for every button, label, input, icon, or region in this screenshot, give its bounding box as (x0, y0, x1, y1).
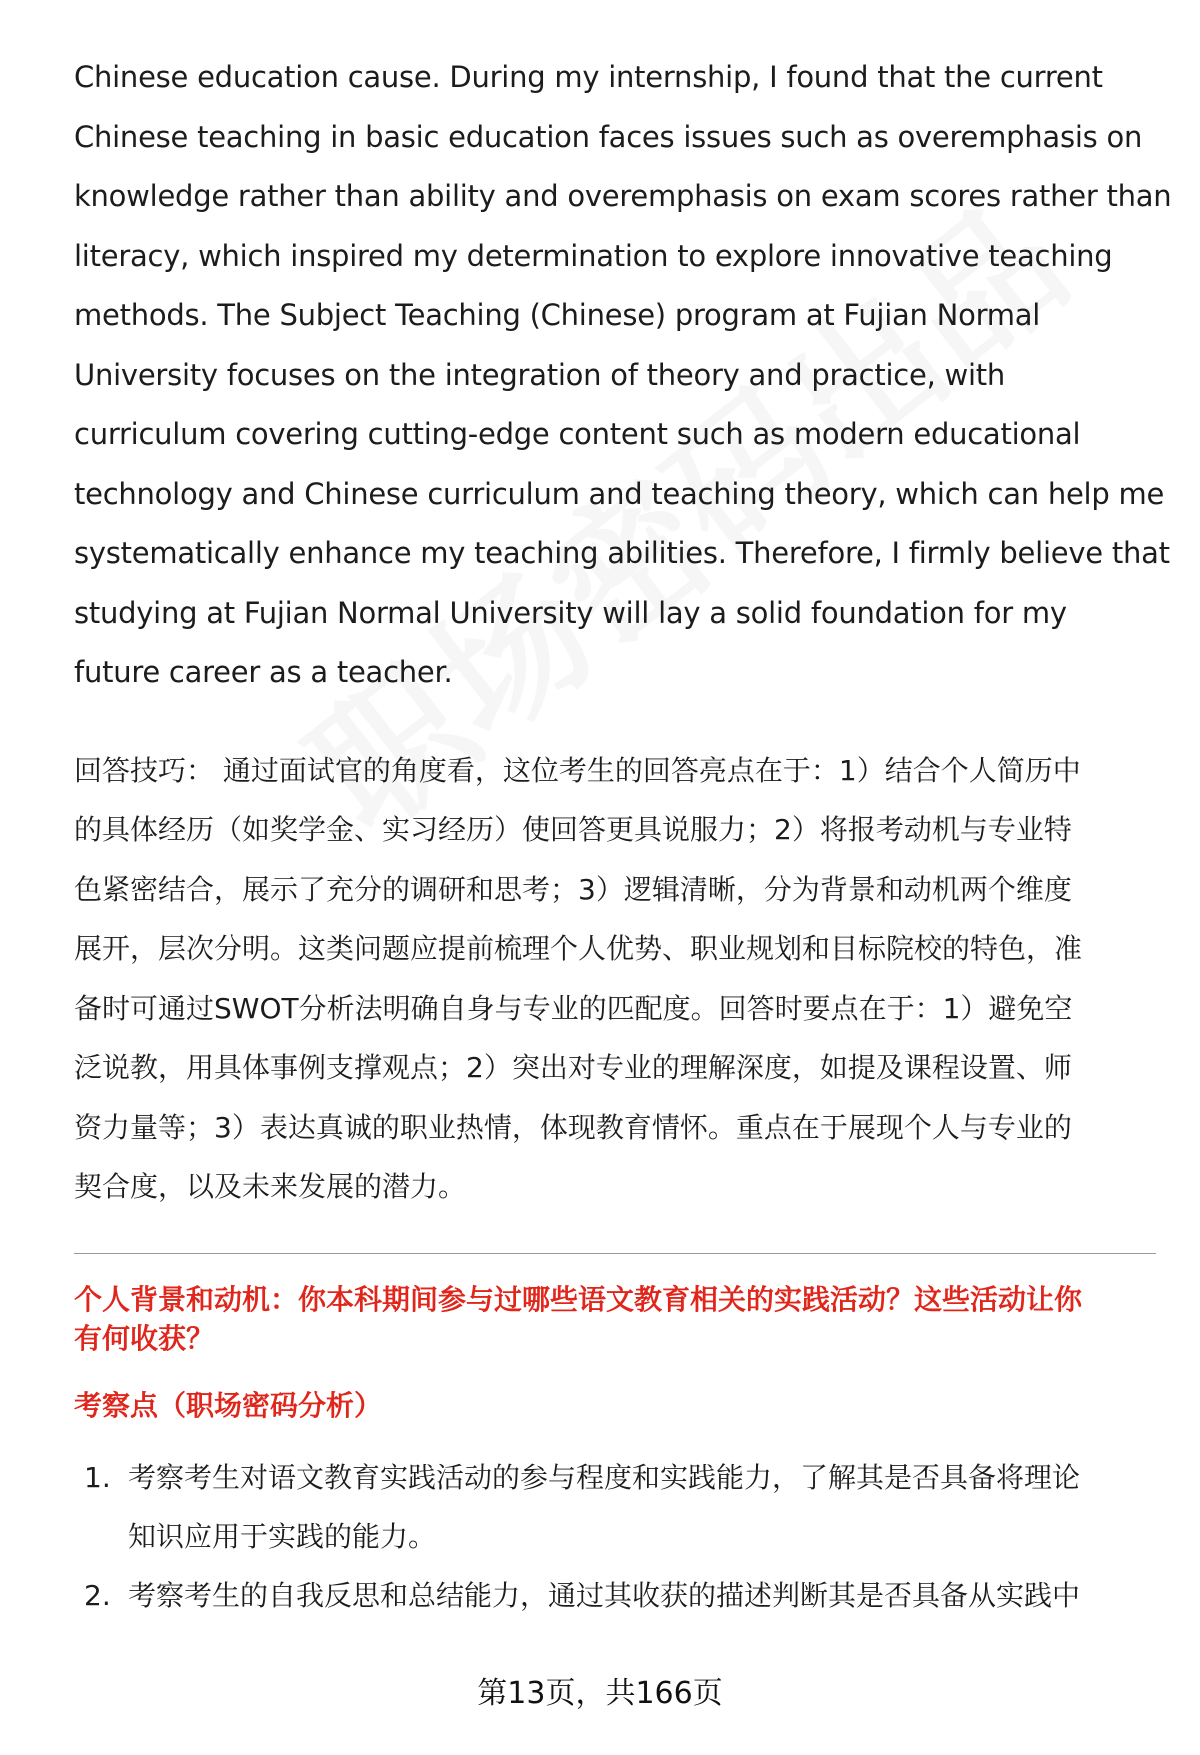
paragraph-line: 备时可通过SWOT分析法明确自身与专业的匹配度。回答时要点在于：1）避免空 (74, 991, 1073, 1025)
question-line: 个人背景和动机：你本科期间参与过哪些语文教育相关的实践活动？这些活动让你 (74, 1282, 1083, 1316)
intro-paragraph (74, 48, 1172, 703)
paragraph-line: 展开，层次分明。这类问题应提前梳理个人优势、职业规划和目标院校的特色，准 (74, 932, 1083, 965)
list-item (74, 1448, 1156, 1566)
list-item-line: 考察考生对语文教育实践活动的参与程度和实践能力，了解其是否具备将理论 (128, 1460, 1081, 1494)
paragraph-line: future career as a teacher. (74, 655, 453, 689)
analysis-points-list (74, 1448, 1156, 1625)
page-number-footer: 第13页，共166页 (477, 1676, 723, 1711)
paragraph-line: Chinese education cause. During my internship, I found that the current (74, 60, 1103, 94)
paragraph-line: methods. The Subject Teaching (Chinese) program at Fujian Normal (74, 298, 1041, 332)
paragraph-line: 色紧密结合，展示了充分的调研和思考；3）逻辑清晰，分为背景和动机两个维度 (74, 872, 1072, 906)
paragraph-line: Chinese teaching in basic education faces issues such as overemphasis on (74, 119, 1143, 154)
list-item-line: 知识应用于实践的能力。 (128, 1519, 437, 1553)
paragraph-line: literacy, which inspired my determination to explore innovative teaching (74, 238, 1113, 273)
paragraph-line: technology and Chinese curriculum and teaching theory, which can help me (74, 476, 1165, 511)
paragraph-line: 契合度，以及未来发展的潜力。 (74, 1170, 467, 1203)
list-item-number: 1. (84, 1460, 111, 1494)
document-page (74, 48, 1172, 1625)
list-item (74, 1566, 1156, 1625)
section-divider (74, 1253, 1156, 1254)
paragraph-line: studying at Fujian Normal University will lay a solid foundation for my (74, 595, 1067, 630)
analysis-heading: 考察点（职场密码分析） (74, 1388, 383, 1422)
paragraph-line: knowledge rather than ability and overemphasis on exam scores rather than (74, 179, 1172, 213)
paragraph-line: systematically enhance my teaching abilities. Therefore, I firmly believe that (74, 536, 1170, 570)
list-item-number: 2. (84, 1578, 111, 1612)
paragraph-line: 回答技巧： 通过面试官的角度看，这位考生的回答亮点在于：1）结合个人简历中 (74, 753, 1081, 787)
paragraph-line: curriculum covering cutting-edge content such as modern educational (74, 417, 1081, 451)
paragraph-line: 资力量等；3）表达真诚的职业热情，体现教育情怀。重点在于展现个人与专业的 (74, 1110, 1072, 1144)
question-line: 有何收获？ (74, 1321, 215, 1355)
tips-paragraph (74, 741, 1156, 1217)
paragraph-line: 的具体经历（如奖学金、实习经历）使回答更具说服力；2）将报考动机与专业特 (74, 813, 1072, 846)
question-heading (74, 1280, 1156, 1358)
paragraph-line: University focuses on the integration of theory and practice, with (74, 357, 1006, 392)
paragraph-line: 泛说教，用具体事例支撑观点；2）突出对专业的理解深度，如提及课程设置、师 (74, 1051, 1072, 1084)
list-item-line: 考察考生的自我反思和总结能力，通过其收获的描述判断其是否具备从实践中 (128, 1578, 1081, 1612)
